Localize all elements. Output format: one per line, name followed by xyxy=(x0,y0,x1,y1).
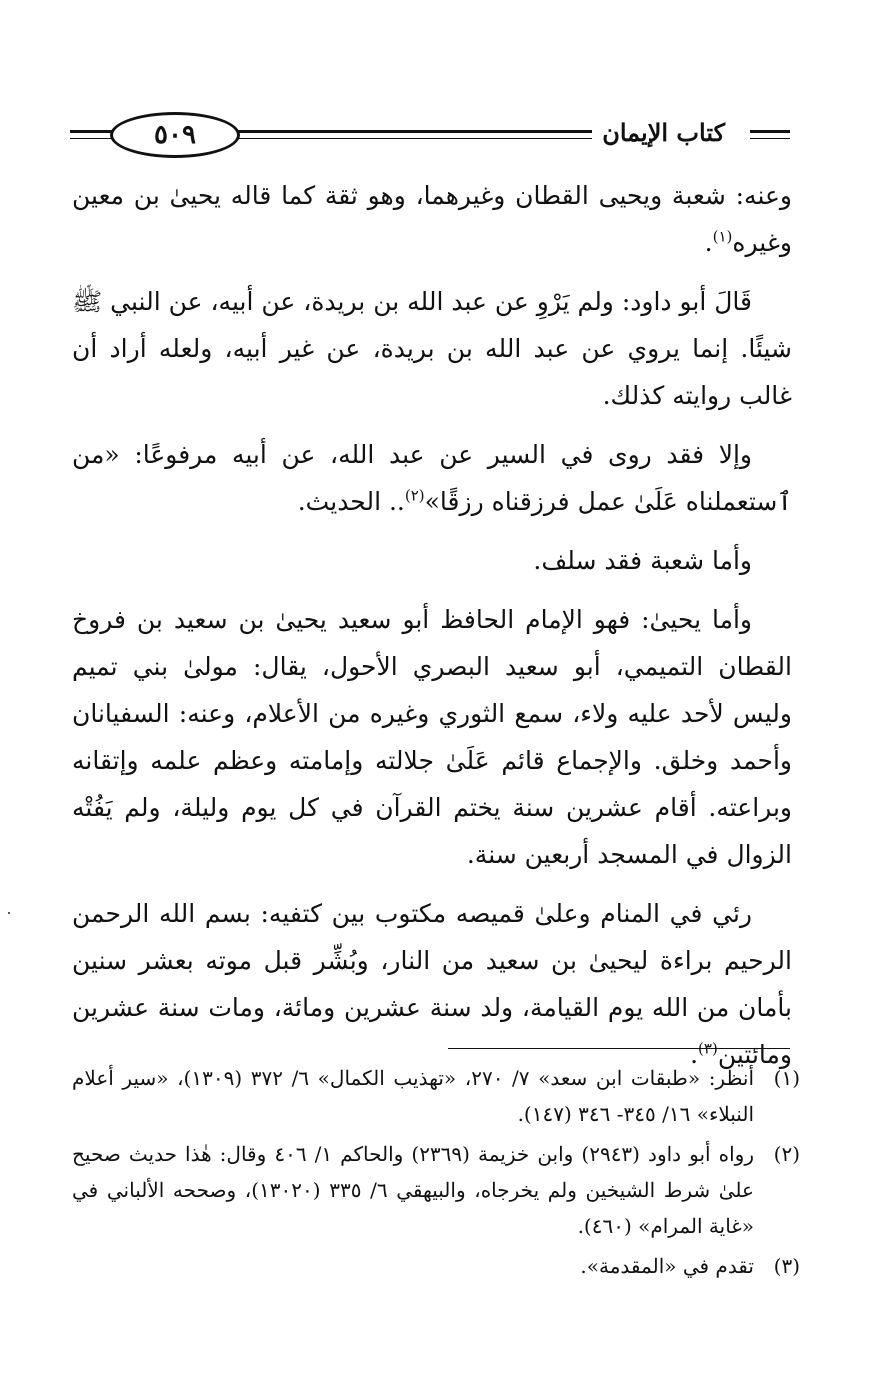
paragraph-3 xyxy=(72,431,792,525)
paragraph-5: وأما يحيىٰ: فهو الإمام الحافظ أبو سعيد يحيىٰ بن سعيد بن فروخ القطان التميمي، أبو سعيد البصري الأحول، يقال: مولىٰ بني تميم وليس لأحد عليه ولاء، سمع الثوري وغيره من الأعلام، وعنه: السفيانان وأحمد وخلق. والإجماع قائم عَلَىٰ جلالته وإمامته وعظم علمه وإتقانه وبراعته. أقام عشرين سنة يختم القرآن في كل يوم وليلة، ولم يَفُتْه الزوال في المسجد أربعين سنة. xyxy=(72,605,792,869)
running-title: كتاب الإيمان xyxy=(592,118,735,147)
footnote-2 xyxy=(72,1136,800,1244)
footnote-number: (١) xyxy=(773,1066,800,1090)
footnote-text: تقدم في «المقدمة». xyxy=(580,1254,754,1278)
footnote-ref-2: (٢) xyxy=(404,486,425,505)
page-number-text: ٥٠٩ xyxy=(154,120,196,150)
paragraph-1-end: . xyxy=(704,228,713,257)
paragraph-4: وأما شعبة فقد سلف. xyxy=(533,546,752,575)
footnote-ref-1: (١) xyxy=(712,227,733,246)
paragraph-3-end: .. الحديث. xyxy=(297,487,405,516)
paragraph-6-end: . xyxy=(690,1040,699,1069)
footnote-text: أنظر: «طبقات ابن سعد» ٧/ ٢٧٠، «تهذيب الكمال» ٦/ ٣٧٢ (١٣٠٩)، «سير أعلام النبلاء» ١٦/ ٣٤٥- ٣٤٦ (١٤٧). xyxy=(72,1066,754,1126)
header-rule-middle-thin xyxy=(238,138,643,139)
paragraph-3-text: وإلا فقد روى في السير عن عبد الله، عن أبيه مرفوعًا: «من ٱستعملناه عَلَىٰ عمل فرزقناه رزقًا» xyxy=(72,440,792,516)
paragraph-1 xyxy=(72,172,792,266)
paragraph-1-text: وعنه: شعبة ويحيى القطان وغيرهما، وهو ثقة كما قاله يحيىٰ بن معين وغيره xyxy=(72,181,792,257)
footnote-ref-3: (٣) xyxy=(698,1039,718,1058)
page-header xyxy=(70,112,790,162)
footnote-number: (٣) xyxy=(773,1254,800,1278)
header-rule-middle xyxy=(238,130,643,133)
footnote-3 xyxy=(72,1248,800,1284)
footnotes xyxy=(72,1060,800,1288)
header-rule-right xyxy=(750,130,790,133)
page-number xyxy=(110,112,240,158)
footnote-separator xyxy=(448,1048,790,1049)
paragraph-6 xyxy=(72,890,792,1078)
scan-speck xyxy=(8,912,10,914)
header-rule-left-thin xyxy=(70,138,112,139)
header-rule-right-thin xyxy=(750,138,790,139)
footnote-number: (٢) xyxy=(773,1142,800,1166)
paragraph-2: قَالَ أبو داود: ولم يَرْوِ عن عبد الله بن بريدة، عن أبيه، عن النبي ﷺ شيئًا. إنما يروي عن عبد الله بن بريدة، عن غير أبيه، ولعله أراد أن غالب روايته كذلك. xyxy=(72,287,792,410)
main-text xyxy=(72,172,792,1090)
footnote-1 xyxy=(72,1060,800,1132)
paragraph-6-text: رئي في المنام وعلىٰ قميصه مكتوب بين كتفيه: بسم الله الرحمن الرحيم براءة ليحيىٰ بن سعيد من النار، وبُشِّر قبل موته بعشر سنين بأمان من الله يوم القيامة، ولد سنة عشرين ومائة، ومات سنة عشرين ومائتين xyxy=(72,899,792,1069)
footnote-text: رواه أبو داود (٢٩٤٣) وابن خزيمة (٢٣٦٩) والحاكم ١/ ٤٠٦ وقال: هٰذا حديث صحيح علىٰ شرط الشيخين ولم يخرجاه، والبيهقي ٦/ ٣٣٥ (١٣٠٢٠)، وصححه الألباني في «غاية المرام» (٤٦٠). xyxy=(72,1142,754,1238)
header-rule-left xyxy=(70,130,112,133)
